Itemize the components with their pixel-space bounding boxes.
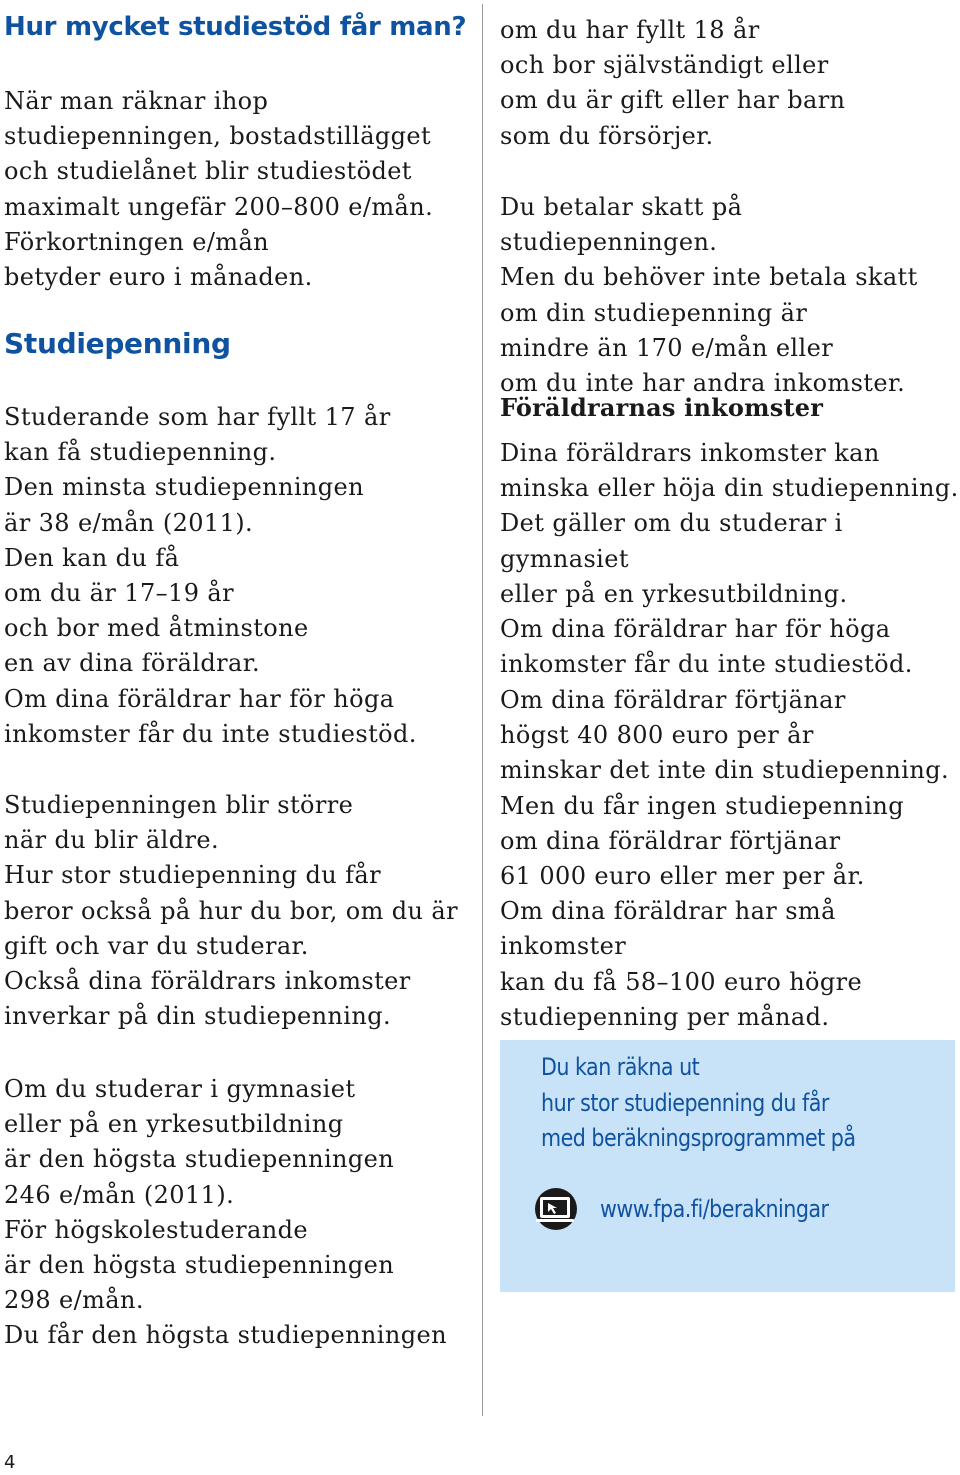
computer-icon xyxy=(533,1187,581,1231)
calculator-info-text: Du kan räkna ut hur stor studiepenning du får med beräkningsprogrammet på xyxy=(541,1053,856,1152)
parents-income-paragraph-1: Dina föräldrars inkomster kan minska eller höja din studiepenning. Det gäller om du studerar i gymnasiet eller på en yrkesutbildning. Om dina föräldrar har för höga inkomster får du inte studiestöd. xyxy=(500,439,959,679)
column-divider xyxy=(482,4,483,1416)
parents-income-heading: Föräldrarnas inkomster xyxy=(500,393,824,422)
calculator-info-box xyxy=(500,1040,955,1292)
parents-income-paragraph-2: Om dina föräldrar förtjänar högst 40 800 euro per år minskar det inte din studiepenning. Men du får ingen studiepenning om dina föräldrar förtjänar 61 000 euro eller mer per år. Om dina föräldrar har små inkomster kan du få 58–100 euro högre studiepenning per månad. xyxy=(500,686,949,1031)
studiepenning-paragraph-3: Om du studerar i gymnasiet eller på en yrkesutbildning är den högsta studiepenningen 246 e/mån (2011). För högskolestuderande är den högsta studiepenningen 298 e/mån. Du får den högsta studiepenningen xyxy=(4,1075,447,1350)
page-heading: Hur mycket studiestöd får man? xyxy=(4,12,467,42)
tax-paragraph: Du betalar skatt på studiepenningen. Men du behöver inte betala skatt om din studiepenning är mindre än 170 e/mån eller om du inte har andra inkomster. xyxy=(500,193,918,398)
studiepenning-paragraph-2: Studiepenningen blir större när du blir äldre. Hur stor studiepenning du får beror också på hur du bor, om du är gift och var du studerar. Också dina föräldrars inkomster inverkar på din studiepenning. xyxy=(4,791,459,1031)
page-number: 4 xyxy=(4,1452,16,1473)
calculator-link[interactable]: www.fpa.fi/berakningar xyxy=(600,1195,829,1223)
right-paragraph-1: om du har fyllt 18 år och bor självständigt eller om du är gift eller har barn som du försörjer. xyxy=(500,16,846,150)
intro-paragraph: När man räknar ihop studiepenningen, bostadstillägget och studielånet blir studiestödet maximalt ungefär 200–800 e/mån. Förkortningen e/mån betyder euro i månaden. xyxy=(4,87,434,292)
studiepenning-heading: Studiepenning xyxy=(4,327,231,360)
studiepenning-paragraph-1: Studerande som har fyllt 17 år kan få studiepenning. Den minsta studiepenningen är 38 e/mån (2011). Den kan du få om du är 17–19 år och bor med åtminstone en av dina föräldrar. Om dina föräldrar har för höga inkomster får du inte studiestöd. xyxy=(4,403,417,748)
